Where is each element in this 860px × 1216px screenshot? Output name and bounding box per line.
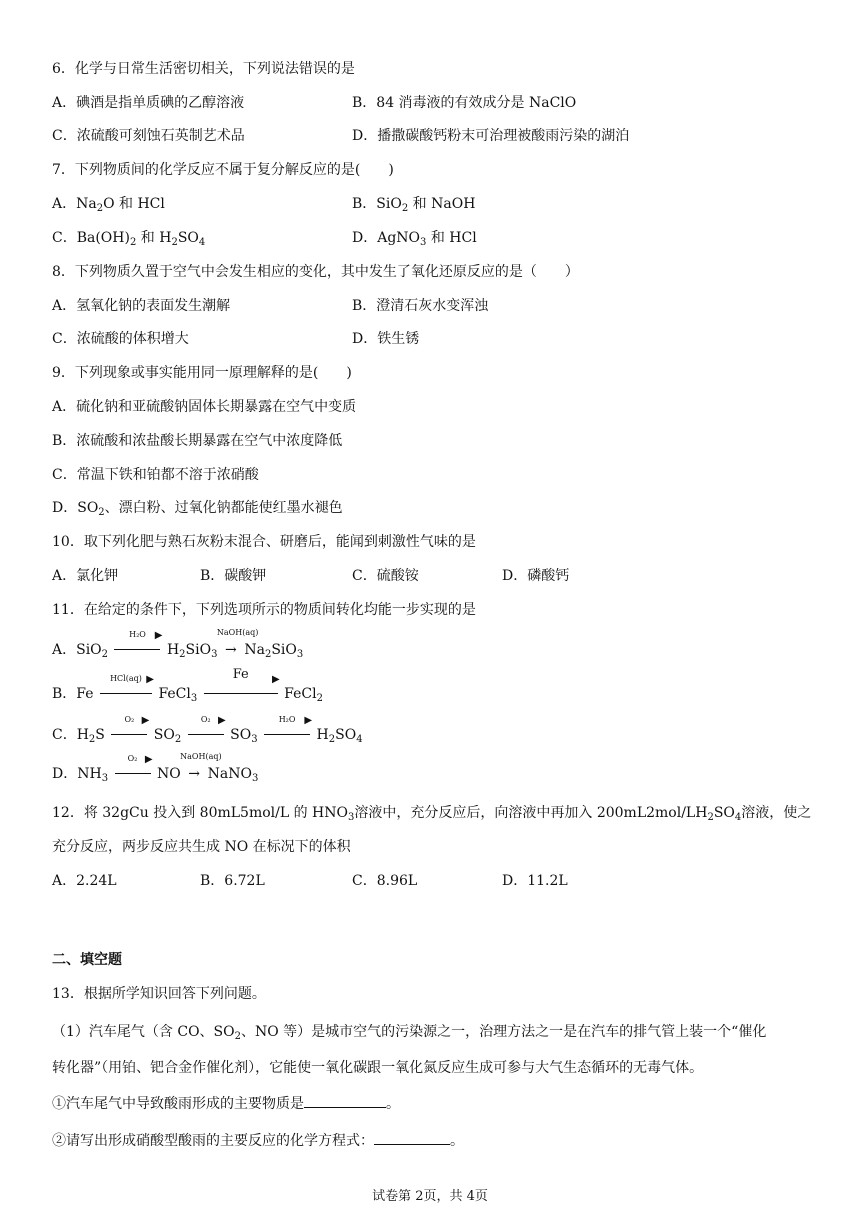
q9-stem: 9．下列现象或事实能用同一原理解释的是( ) [52,365,352,381]
reaction-arrow: Fe ▶ [204,684,278,704]
q13-part1-line2: 转化器”（用铂、钯合金作催化剂），它能使一氧化碳跟一氧化氮反应生成可参与大气生态循环的无毒气体。 [52,1060,704,1076]
q9-option-b: B．浓硫酸和浓盐酸长期暴露在空气中浓度降低 [52,433,343,449]
q12-stem-line2: 充分反应，两步反应共生成 NO 在标况下的体积 [52,839,351,855]
section-heading: 二、填空题 [52,952,122,968]
q10-option-a: A．氯化钾 [52,568,119,584]
reaction-arrow: HCl(aq) ▶ [100,684,152,704]
q8-option-d: D．铁生锈 [352,331,420,347]
q7-option-a: A．$Na_2O$ 和 HCl [52,196,165,214]
reaction-arrow: NaOH(aq) → [216,628,259,658]
q8-option-a: A．氢氧化钠的表面发生潮解 [52,298,231,314]
q6-option-a: A．碘酒是指单质碘的乙醇溶液 [52,95,245,111]
q10-option-b: B．碳酸钾 [200,568,267,584]
q6-stem: 6．化学与日常生活密切相关，下列说法错误的是 [52,61,355,77]
q11-option-d: D．$NH_3$ O₂ ▶ NO NaOH(aq) → NaNO$_3$ [52,752,259,784]
page-footer: 试卷第 2页，共 4页 [372,1189,488,1204]
reaction-arrow: NaOH(aq) → [180,752,222,782]
q13-stem: 13．根据所学知识回答下列问题。 [52,986,266,1002]
q7-option-c: C．$Ba(OH)_2$ 和 $H_2SO_4$ [52,230,206,248]
q11-option-c: C．$H_2S$ O₂ ▶ $SO_2$ O₂ ▶ $SO_3$ H₂O ▶ $H_2SO_4$ [52,715,363,745]
q7-option-b: B．SiO$_2$ 和 NaOH [352,196,476,214]
q11-stem: 11．在给定的条件下，下列选项所示的物质间转化均能一步实现的是 [52,602,476,618]
q8-option-b: B．澄清石灰水变浑浊 [352,298,489,314]
q6-option-d: D．播撒碳酸钙粉末可治理被酸雨污染的湖泊 [352,128,630,144]
q12-option-d: D．11.2L [502,873,568,889]
q12-stem-line1: 12．将 32gCu 投入到 80mL5mol/L 的 $HNO_3$溶液中，充分反应后，向溶液中再加入 $200mL2mol/LH_2SO_4$溶液，使之 [52,805,812,823]
reaction-arrow: H₂O ▶ [264,725,310,745]
reaction-arrow: O₂ ▶ [188,725,224,745]
reaction-arrow: O₂ ▶ [111,725,147,745]
q12-option-c: C．8.96L [352,873,418,889]
q10-option-d: D．磷酸钙 [502,568,570,584]
q7-option-d: D．AgNO$_3$ 和 HCl [352,230,477,248]
q13-sub1: ①汽车尾气中导致酸雨形成的主要物质是 。 [52,1093,400,1114]
q12-option-a: A．2.24L [52,873,117,889]
q12-option-b: B．6.72L [200,873,265,889]
q13-sub2: ②请写出形成硝酸型酸雨的主要反应的化学方程式： 。 [52,1130,464,1151]
answer-blank[interactable] [374,1130,450,1145]
q11-option-b: B．Fe HCl(aq) ▶ FeCl$_3$ Fe ▶ FeCl$_2$ [52,667,323,704]
q8-stem: 8．下列物质久置于空气中会发生相应的变化，其中发生了氧化还原反应的是（ ） [52,264,579,280]
reaction-arrow: O₂ ▶ [115,764,151,784]
q11-option-a: A．SiO$_2$ H₂O ▶ $H_2SiO_3$ NaOH(aq) → $Na_2SiO_3$ [52,628,304,660]
answer-blank[interactable] [304,1093,386,1108]
q6-option-b: B．84 消毒液的有效成分是 NaClO [352,95,577,111]
q9-option-c: C．常温下铁和铂都不溶于浓硝酸 [52,467,259,483]
q13-part1-line1: （1）汽车尾气（含 CO、$SO_2$、NO 等）是城市空气的污染源之一，治理方法之一是在汽车的排气管上装一个“催化 [52,1024,767,1042]
q10-option-c: C．硫酸铵 [352,568,419,584]
q8-option-c: C．浓硫酸的体积增大 [52,331,189,347]
q9-option-d: D．$SO_2$、漂白粉、过氧化钠都能使红墨水褪色 [52,500,343,518]
q9-option-a: A．硫化钠和亚硫酸钠固体长期暴露在空气中变质 [52,399,357,415]
q7-stem: 7．下列物质间的化学反应不属于复分解反应的是( ) [52,162,394,178]
q10-stem: 10．取下列化肥与熟石灰粉末混合、研磨后，能闻到刺激性气味的是 [52,534,476,550]
q6-option-c: C．浓硫酸可刻蚀石英制艺术品 [52,128,245,144]
reaction-arrow: H₂O ▶ [114,640,160,660]
